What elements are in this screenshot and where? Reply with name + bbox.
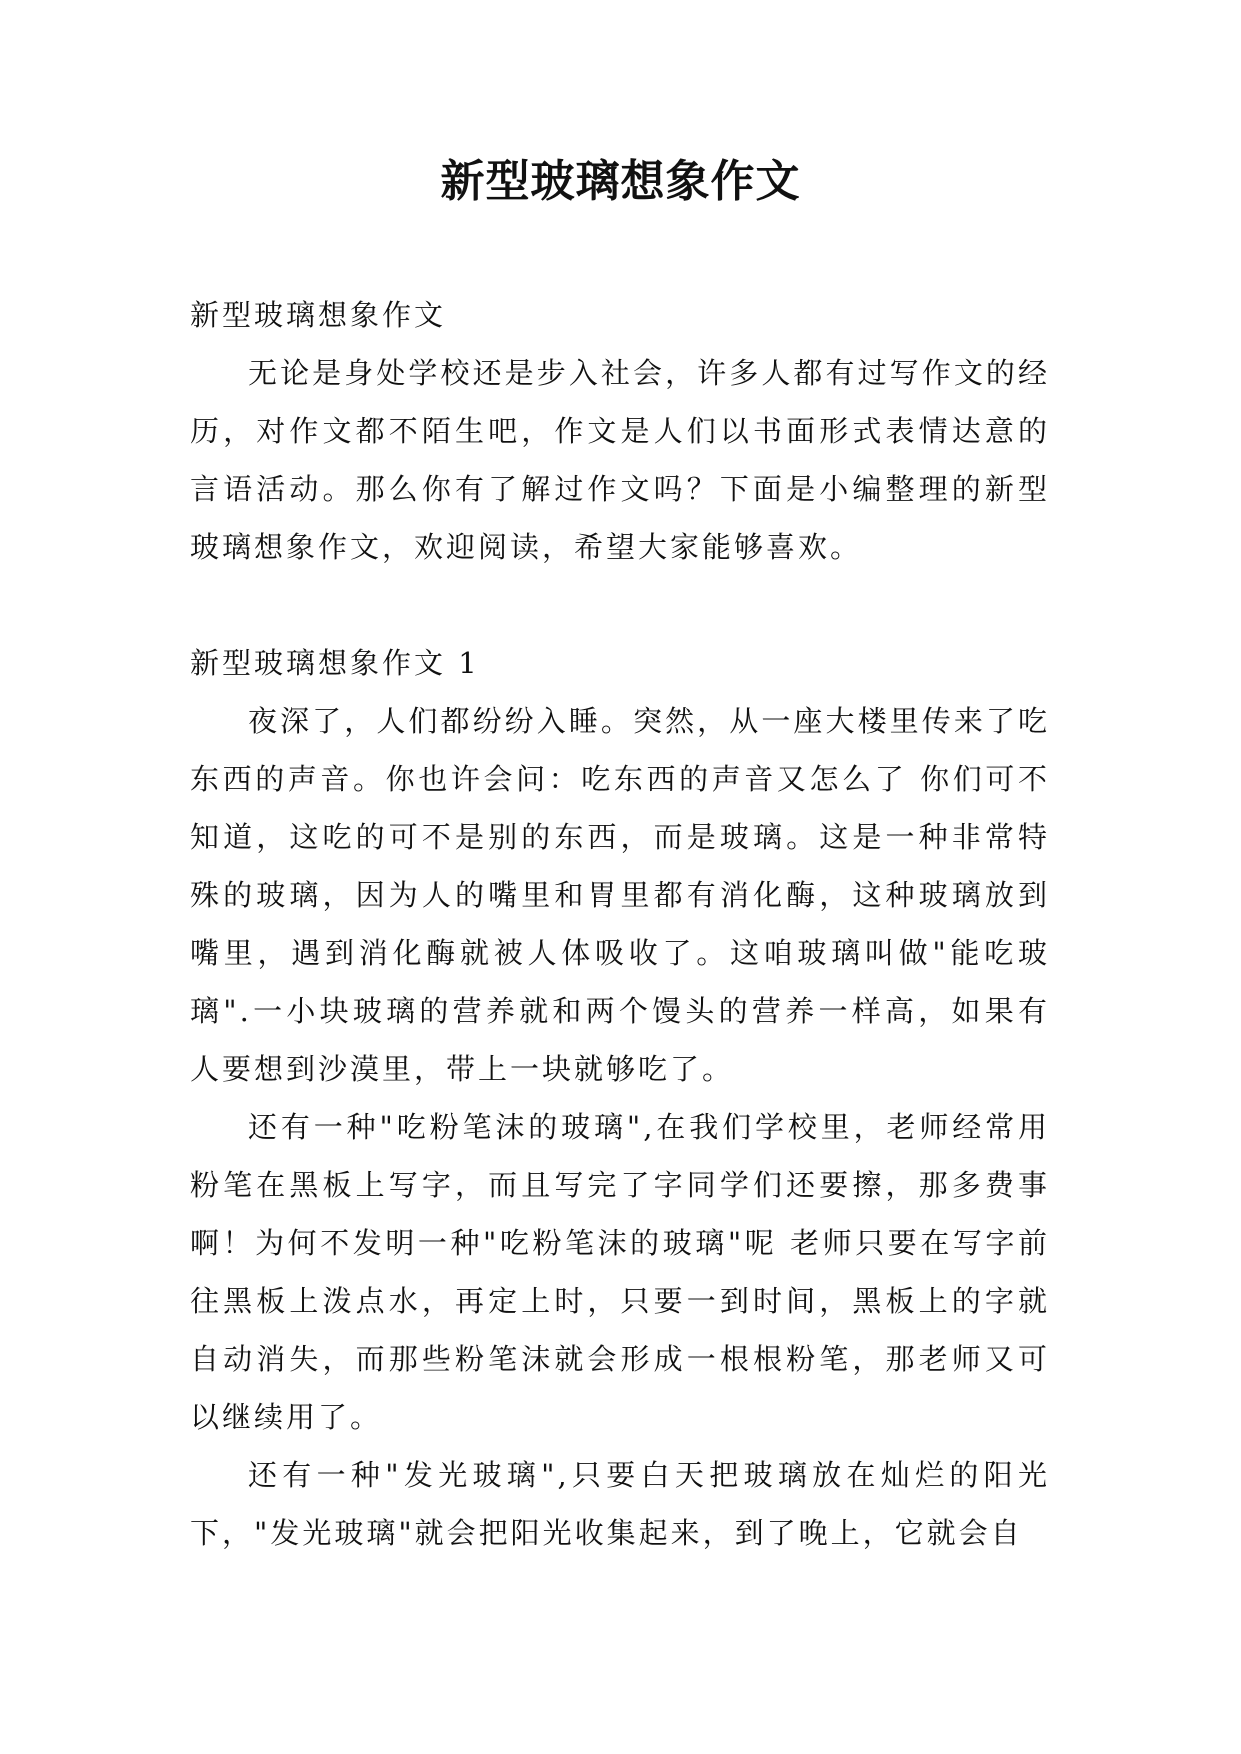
essay-1-paragraph-3: 还有一种"发光玻璃",只要白天把玻璃放在灿烂的阳光下，"发光玻璃"就会把阳光收集起来，到了晚上，它就会自 (190, 1458, 1050, 1550)
document-body (190, 286, 1050, 1562)
intro-heading: 新型玻璃想象作文 (190, 298, 447, 332)
section-spacer (190, 576, 1050, 634)
document-title: 新型玻璃想象作文 (440, 156, 801, 207)
essay-1-paragraph-1: 夜深了，人们都纷纷入睡。突然，从一座大楼里传来了吃东西的声音。你也许会问：吃东西的声音又怎么了 你们可不知道，这吃的可不是别的东西，而是玻璃。这是一种非常特殊的玻璃，因为人的嘴里和胃里都有消化酶，这种玻璃放到嘴里，遇到消化酶就被人体吸收了。这咱玻璃叫做"能吃玻璃".一小块玻璃的营养就和两个馒头的营养一样高，如果有人要想到沙漠里，带上一块就够吃了。 (190, 704, 1050, 1086)
essay-1-paragraph-2: 还有一种"吃粉笔沫的玻璃",在我们学校里，老师经常用粉笔在黑板上写字，而且写完了字同学们还要擦，那多费事啊！为何不发明一种"吃粉笔沫的玻璃"呢 老师只要在写字前往黑板上泼点水，再定上时，只要一到时间，黑板上的字就自动消失，而那些粉笔沫就会形成一根根粉笔，那老师又可以继续用了。 (190, 1110, 1050, 1434)
essay-1-heading: 新型玻璃想象作文 1 (190, 646, 480, 680)
intro-paragraph: 无论是身处学校还是步入社会，许多人都有过写作文的经历，对作文都不陌生吧，作文是人们以书面形式表情达意的言语活动。那么你有了解过作文吗？下面是小编整理的新型玻璃想象作文，欢迎阅读，希望大家能够喜欢。 (190, 356, 1050, 564)
